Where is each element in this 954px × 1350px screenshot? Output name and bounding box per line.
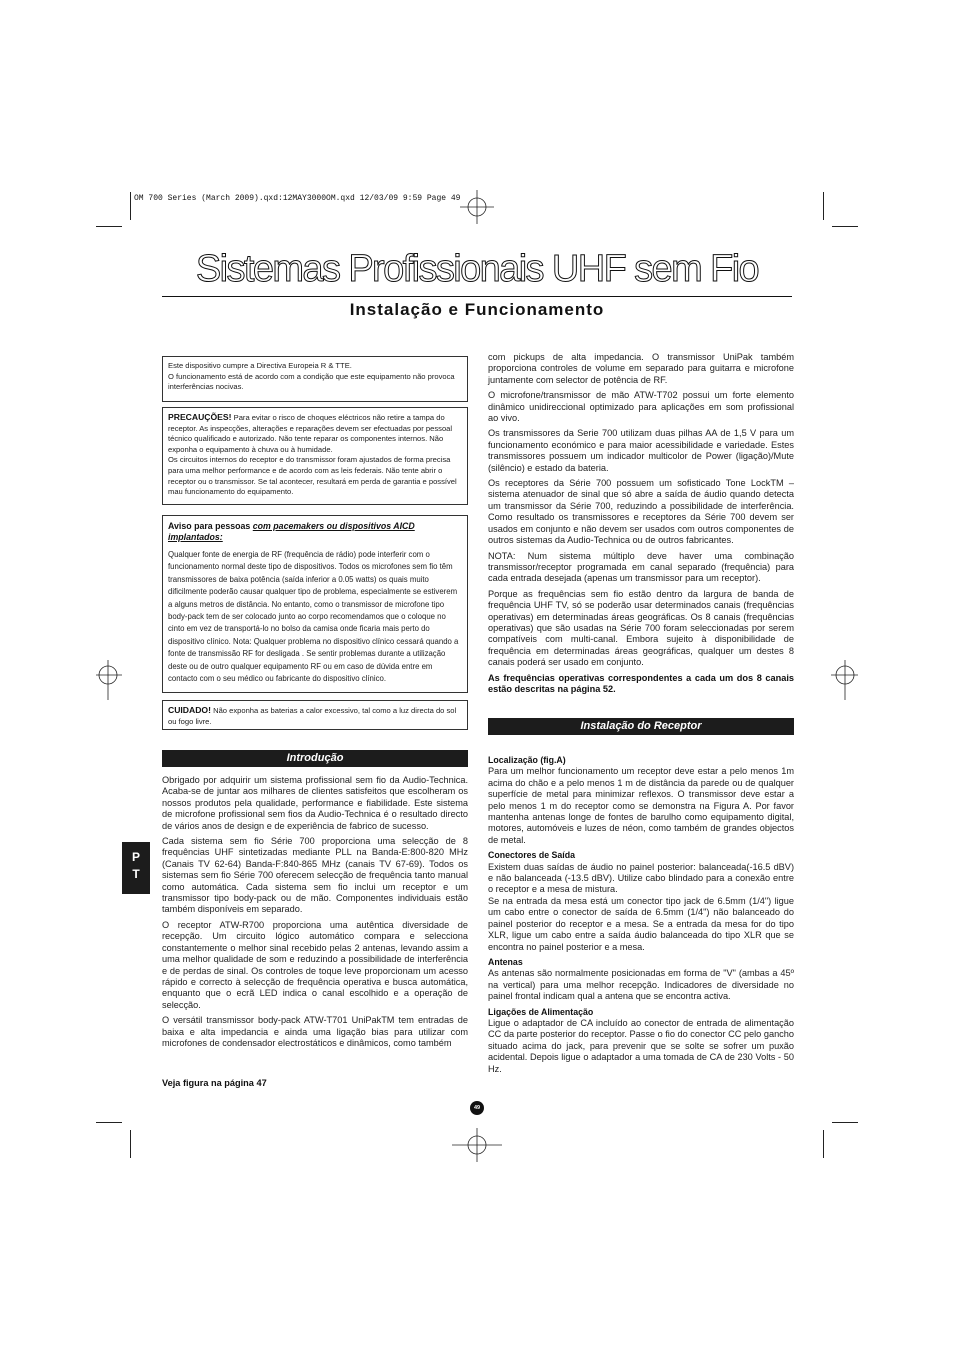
language-tab-letter: T	[132, 867, 140, 881]
body-paragraph: Os transmissores da Serie 700 utilizam duas pilhas AA de 1,5 V para um funcionamento económico e para maior acessibilidade e variedade. Estes transmissores possuem um indicador multicolor de Power (ligação)/Mute (silêncio) e estado da bateria.	[488, 428, 794, 473]
install-receiver-heading: Instalação do Receptor	[488, 718, 794, 735]
intro-text	[162, 775, 468, 1053]
directive-line-1: Este dispositivo cumpre a Directiva Europeia R & TTE.	[168, 361, 352, 370]
location-text: Para um melhor funcionamento um receptor deve estar a pelo menos 1m acima do chão e a pelo menos 1 m de distância da parede ou de qualquer superfície de metal para minimizar reflexos. O transmissor deve estar a pelo menos 1 m do receptor como se demonstra na Figura A. Por favor mantenha antenas longe de fontes de barulho como equipamento digital, motores, automóveis e luzes de néon, como também de grandes objectos de metal.	[488, 766, 794, 845]
intro-heading: Introdução	[162, 750, 468, 767]
language-tab-letter: P	[131, 850, 140, 864]
antennas-text: As antenas são normalmente posicionadas em forma de "V" (ambas a 45º na vertical) para uma melhor recepção. Indicadores de diversidade no painel frontal indicam qual a antena que se encontra activa.	[488, 968, 794, 1002]
location-heading: Localização (fig.A)	[488, 755, 566, 765]
precautions-label: PRECAUÇÕES!	[168, 412, 232, 422]
directive-notice-box	[162, 356, 468, 402]
page-title: Sistemas Profissionais UHF sem Fio	[195, 248, 759, 290]
precautions-text-1: Para evitar o risco de choques eléctricos não retire a tampa do receptor. As inspecções, alterações e reparações devem ser efectuadas por pessoal técnico qualificado e autorizado. Não tente reparar os componentes internos. Não exponha o equipamento à chuva ou à humidade.	[168, 413, 453, 454]
frequency-note: As frequências operativas correspondentes a cada um dos 8 canais estão descritas na página 52.	[488, 672, 794, 694]
title-rule	[162, 296, 792, 297]
registration-mark-bottom	[452, 1128, 502, 1162]
body-paragraph: Os receptores da Série 700 possuem um sofisticado Tone LockTM – sistema atenuador de sinal que só abre a saída de áudio quando detecta um transmissor da Série 700, reduzindo a possibilidade de interferência. Como resultado os transmissores e receptores da Série 700 devem ser usados em conjunto e não devem ser usados com outros componentes de outros sistemas da Audio-Technica ou de outros fabricantes.	[488, 478, 794, 546]
caution-label: CUIDADO!	[168, 705, 211, 715]
intro-paragraph: Obrigado por adquirir um sistema profissional sem fio da Audio-Technica. Acaba-se de juntar aos milhares de clientes satisfeitos que escolheram os nossos produtos pela qualidade, performance e fiabilidade. Este sistema de microfone profissional sem fios da Audio-Technica é o resultado directo de vários anos de design e de experiência de fabrico de sucesso.	[162, 775, 468, 831]
output-connectors-text-2: Se na entrada da mesa está um conector tipo jack de 6.5mm (1/4") ligue um cabo entre o conector de saída de 6.5mm (1/4") não balanceado do painel posterior do receptor e a mesa. Se a entrada da mesa for do tipo XLR, ligue um cabo entre a saída áudio balanceada do tipo XLR que se encontra no painel posterior e a mesa.	[488, 895, 794, 952]
output-connectors-heading: Conectores de Saída	[488, 850, 576, 861]
page-subtitle: Instalação e Funcionamento	[349, 300, 605, 319]
intro-paragraph: O receptor ATW-R700 proporciona uma autêntica diversidade de recepção. Um circuito lógico automático compara e selecciona constantemente o melhor sinal recebido pelas 2 antenas, levando assim a uma melhor qualidade de som e reduzindo a possibilidade de interferência e de perdas de sinal. Os controles de toque leve proporcionam um acesso rápido e correcto à selecção de frequência operativa e busca automática, enquanto que o ecrã LED indica o canal escolhido e a operação de selecção.	[162, 919, 468, 1010]
caution-text: Não exponha as baterias a calor excessivo, tal como a luz directa do sol ou fogo livre.	[168, 706, 457, 726]
install-text	[488, 752, 794, 1079]
pacemaker-text: Qualquer fonte de energia de RF (frequência de rádio) pode interferir com o funcionamento normal deste tipo de dispositivos. Todos os microfones sem fio têm transmissores de baixa potência (saída inferior a 0.05 watts) os quais muito dificilmente poderão causar qualquer tipo de problema, especialmente se estiverem a alguns metros de distância. No entanto, como o transmissor de microfone tipo body-pack tem de ser colocado junto ao corpo recomendamos que o coloque no cinto em vez de transportá-lo no bolso da camisa onde ficaria mais perto do dispositivo clínico. Nota: Qualquer problema no dispositivo clínico cessará quando a fonte de transmissão RF for desligada . Se sentir problemas durante a utilização deste ou de outro qualquer equipamento RF ou em caso de dúvida entre em contacto com o seu médico ou fabricante do dispositivo clínico.	[168, 550, 459, 684]
registration-mark-right	[831, 660, 858, 700]
output-connectors-text-1: Existem duas saídas de áudio no painel posterior: balanceada(-16.5 dBV) e não balanceada (-13.5 dBV). Utilize cabo blindado para a conexão entre o receptor e a mesa de mistura.	[488, 861, 794, 895]
intro-paragraph: Cada sistema sem fio Série 700 proporciona uma selecção de 8 frequências UHF sintetizadas mediante PLL na Banda-E:800-820 MHz (Canais TV 62-64) Banda-F:840-865 MHz (canais TV 67-69). Todos os sistemas sem fio Série 700 oferecem selecção de frequência tanto manual como automática. Cada sistema sem fio inclui um receptor e um transmissor tipo body-pack ou de mão. Componentes individuais estão também disponíveis em separado.	[162, 836, 468, 915]
right-column-text	[488, 352, 794, 699]
pacemaker-label-italic: com pacemakers ou dispositivos AICD implantados:	[168, 521, 415, 542]
precautions-text-2: Os circuitos internos do receptor e do transmissor foram ajustados de forma precisa para uma melhor performance e de acordo com as leis federais. Não tente abrir o receptor ou o transmissor. Se tal acontecer, resultará em perda de garantia e possível mau funcionamento do equipamento.	[168, 455, 457, 497]
intro-paragraph: O versátil transmissor body-pack ATW-T701 UniPakTM tem entradas de baixa e alta impedancia e ainda uma ligação bias para utilizar com microfones de condensador electrostáticos e dinâmicos, como também	[162, 1015, 468, 1048]
pacemaker-warning-box	[162, 515, 468, 693]
see-figure-note: Veja figura na página 47	[162, 1078, 267, 1088]
antennas-heading: Antenas	[488, 956, 523, 967]
power-connections-text: Ligue o adaptador de CA incluído ao conector de entrada de alimentação CC da parte posterior do receptor. Passe o fio do conector CC pelo gancho situado acima do jack, para prevenir que se solte se sofrer um puxão acidental. Depois ligue o adaptador a uma tomada de CA de 230 Volts - 50 Hz.	[488, 1017, 794, 1074]
body-paragraph: NOTA: Num sistema múltiplo deve haver uma combinação transmissor/receptor programada em canal separado (frequência) para cada entrada desejada (apenas um transmissor para um receptor).	[488, 550, 794, 584]
page-number: 49	[470, 1101, 484, 1115]
body-paragraph: Porque as frequências sem fio estão dentro da largura de banda de frequência UHF TV, só se poderão usar determinados canais (frequências operativas) em determinadas áreas geográficas. Os 8 canais (frequências operativas) que são usadas na Série 700 foram seleccionadas por serem compatíveis com multi-canal. Embora sujeito à disponibilidade de frequência em determinadas áreas geográficas, qualquer um destes 8 canais poderá ser usado em conjunto.	[488, 588, 794, 668]
registration-mark-left	[96, 660, 122, 700]
pacemaker-label: Aviso para pessoas	[168, 521, 251, 531]
body-paragraph: com pickups de alta impedancia. O transmissor UniPak também proporciona controles de volume em separado para guitarra e microfone juntamente com selector de potência de RF.	[488, 352, 794, 385]
directive-line-2: O funcionamento está de acordo com a condição que este equipamento não provoca interferências nocivas.	[168, 371, 455, 392]
printer-slug: OM 700 Series (March 2009).qxd:12MAY3000OM.qxd 12/03/09 9:59 Page 49	[134, 194, 461, 203]
caution-box	[162, 700, 468, 730]
language-tab-pt	[122, 842, 150, 894]
precautions-box	[162, 407, 468, 505]
power-connections-heading: Ligações de Alimentação	[488, 1006, 594, 1017]
registration-mark-top	[460, 190, 494, 224]
body-paragraph: O microfone/transmissor de mão ATW-T702 possui um forte elemento dinâmico unidireccional optimizado para aplicações em som profissional ao vivo.	[488, 390, 794, 424]
